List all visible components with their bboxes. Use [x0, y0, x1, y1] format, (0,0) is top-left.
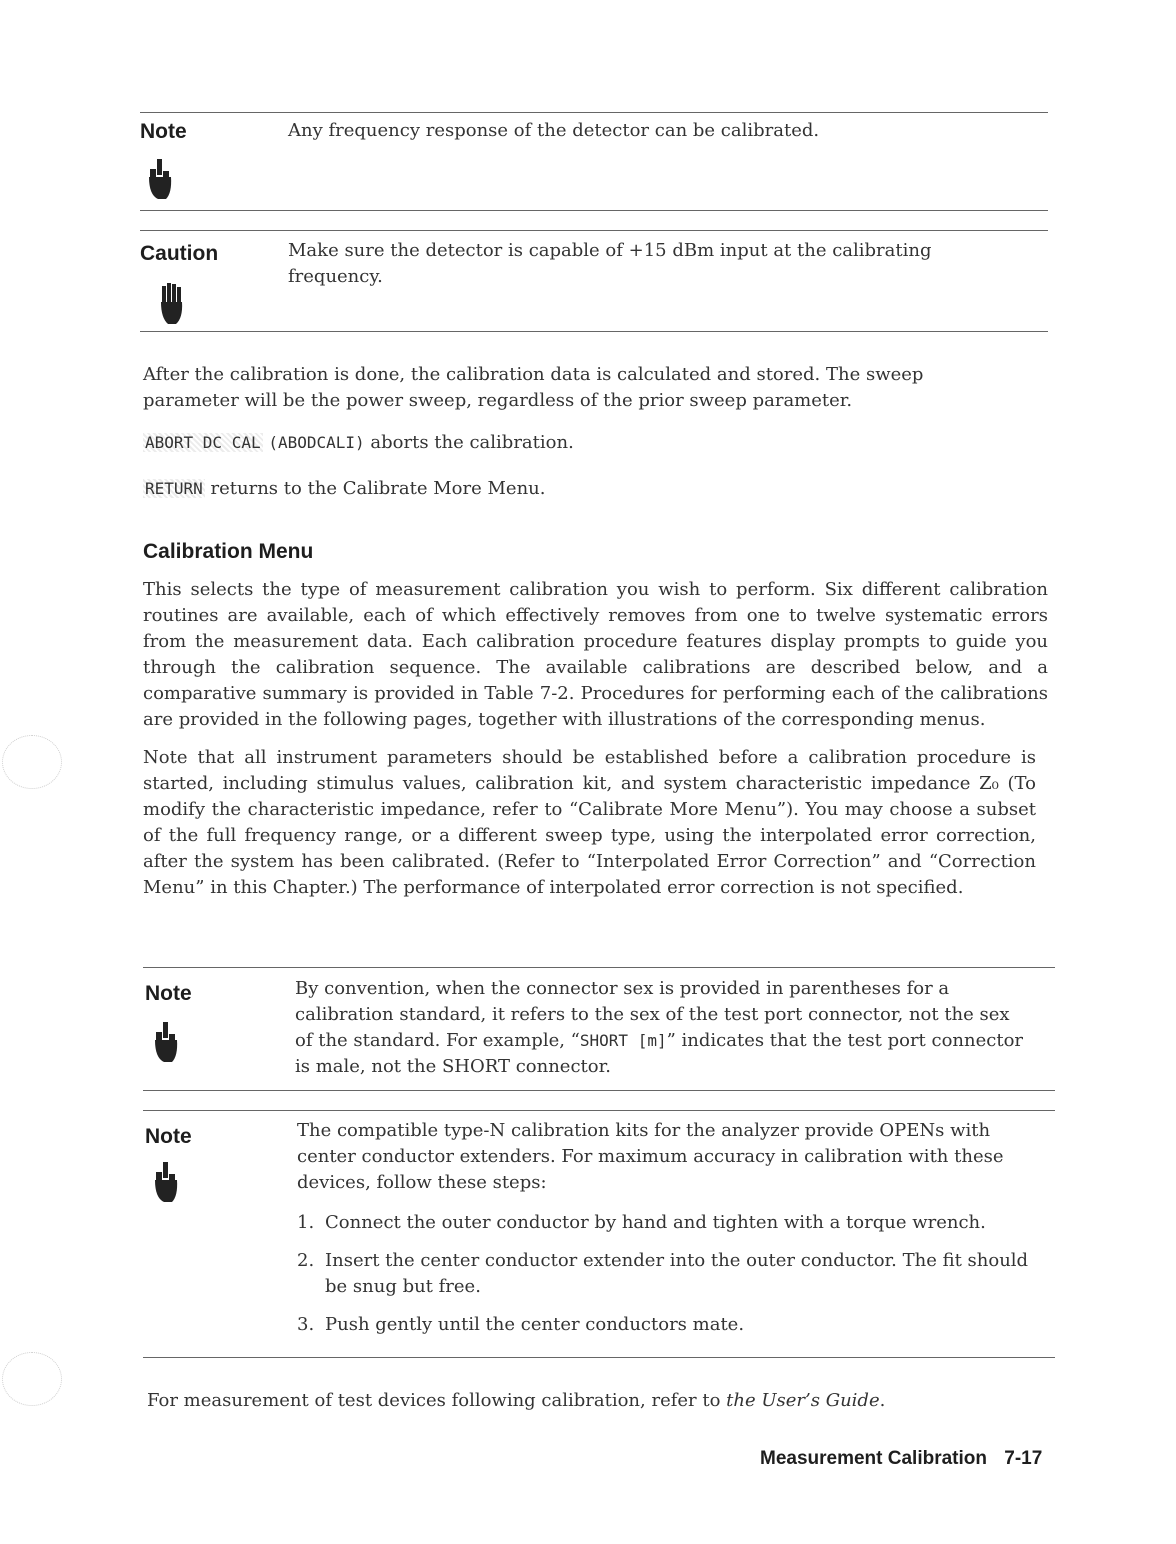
note-bottom-rule	[143, 1090, 1055, 1091]
step-text: Connect the outer conductor by hand and tighten with a torque wrench.	[325, 1212, 986, 1233]
note-text-part-a: By convention, when the connector sex is provided in parentheses for a calibration standard, it refers to the sex of the test port connector, not the sex of the standard. For example, “	[295, 978, 1010, 1051]
closing-text: For measurement of test devices following calibration, refer to	[147, 1390, 727, 1411]
scan-mark	[2, 735, 62, 789]
short-m-code: SHORT [m]	[579, 1031, 667, 1050]
page-number: 7-17	[1004, 1448, 1043, 1469]
list-item	[297, 1248, 1042, 1300]
abort-command: (ABODCALI)	[268, 433, 365, 452]
caution-bottom-rule	[140, 331, 1048, 332]
note-text: Any frequency response of the detector can be calibrated.	[288, 120, 820, 141]
pointing-hand-icon	[152, 1160, 180, 1206]
note-top-rule	[140, 112, 1048, 113]
step-number: 1.	[297, 1212, 315, 1233]
steps-list	[297, 1210, 1042, 1350]
pointing-hand-icon	[146, 157, 174, 203]
note-intro: The compatible type-N calibration kits for the analyzer provide OPENs with center conductor extenders. For maximum accuracy in calibration with these devices, follow these steps:	[297, 1120, 1004, 1193]
return-description: returns to the Calibrate More Menu.	[210, 478, 546, 499]
list-item	[297, 1312, 1042, 1338]
section-heading: Calibration Menu	[143, 540, 314, 563]
abort-dc-cal-softkey[interactable]: ABORT DC CAL	[145, 433, 261, 452]
caution-text: Make sure the detector is capable of +15 dBm input at the calibrating frequency.	[288, 240, 932, 287]
note-text	[295, 976, 1025, 1080]
stop-hand-icon	[158, 282, 186, 328]
users-guide-reference: the User’s Guide	[726, 1390, 880, 1411]
return-line	[143, 476, 843, 502]
caution-label: Caution	[140, 242, 219, 265]
note-label: Note	[145, 982, 192, 1005]
caution-top-rule	[140, 230, 1048, 231]
abort-description: aborts the calibration.	[370, 432, 574, 453]
abort-line	[143, 430, 843, 456]
note-bottom-rule	[140, 210, 1048, 211]
pointing-hand-icon	[152, 1020, 180, 1066]
page-footer	[760, 1448, 1060, 1470]
after-calibration-paragraph: After the calibration is done, the calibration data is calculated and stored. The sweep parameter will be the power sweep, regardless of the prior sweep parameter.	[143, 364, 924, 411]
note-top-rule	[143, 1110, 1055, 1111]
note-bottom-rule	[143, 1357, 1055, 1358]
note-label: Note	[145, 1125, 192, 1148]
section-paragraph-1: This selects the type of measurement calibration you wish to perform. Six different calibration routines are available, each of which effectively removes from one to twelve systematic errors from the measurement data. Each calibration procedure features display prompts to guide you through the calibration sequence. The available calibrations are described below, and a comparative summary is provided in Table 7-2. Procedures for performing each of the calibrations are provided in the following pages, together with illustrations of the corresponding menus.	[143, 579, 1048, 730]
chapter-title: Measurement Calibration	[760, 1448, 987, 1469]
step-number: 2.	[297, 1250, 315, 1271]
step-text: Push gently until the center conductors mate.	[325, 1314, 745, 1335]
closing-period: .	[879, 1390, 886, 1411]
closing-sentence	[147, 1388, 1027, 1414]
return-softkey[interactable]: RETURN	[145, 479, 203, 498]
note-label: Note	[140, 120, 187, 143]
scan-mark	[2, 1352, 62, 1406]
note-top-rule	[143, 967, 1055, 968]
note-text-part-b: ” indicates that the test port connector is male, not the SHORT connector.	[295, 1030, 1024, 1077]
section-paragraph-2: Note that all instrument parameters should be established before a calibration procedure is started, including stimulus values, calibration kit, and system characteristic impedance Z₀ (To modify the characteristic impedance, refer to “Calibrate More Menu”). You may choose a subset of the full frequency range, or a different sweep type, using the interpolated error correction, after the system has been calibrated. (Refer to “Interpolated Error Correction” and “Correction Menu” in this Chapter.) The performance of interpolated error correction is not specified.	[143, 747, 1036, 898]
step-number: 3.	[297, 1314, 315, 1335]
list-item	[297, 1210, 1042, 1236]
step-text: Insert the center conductor extender into the outer conductor. The fit should be snug but free.	[325, 1250, 1029, 1297]
